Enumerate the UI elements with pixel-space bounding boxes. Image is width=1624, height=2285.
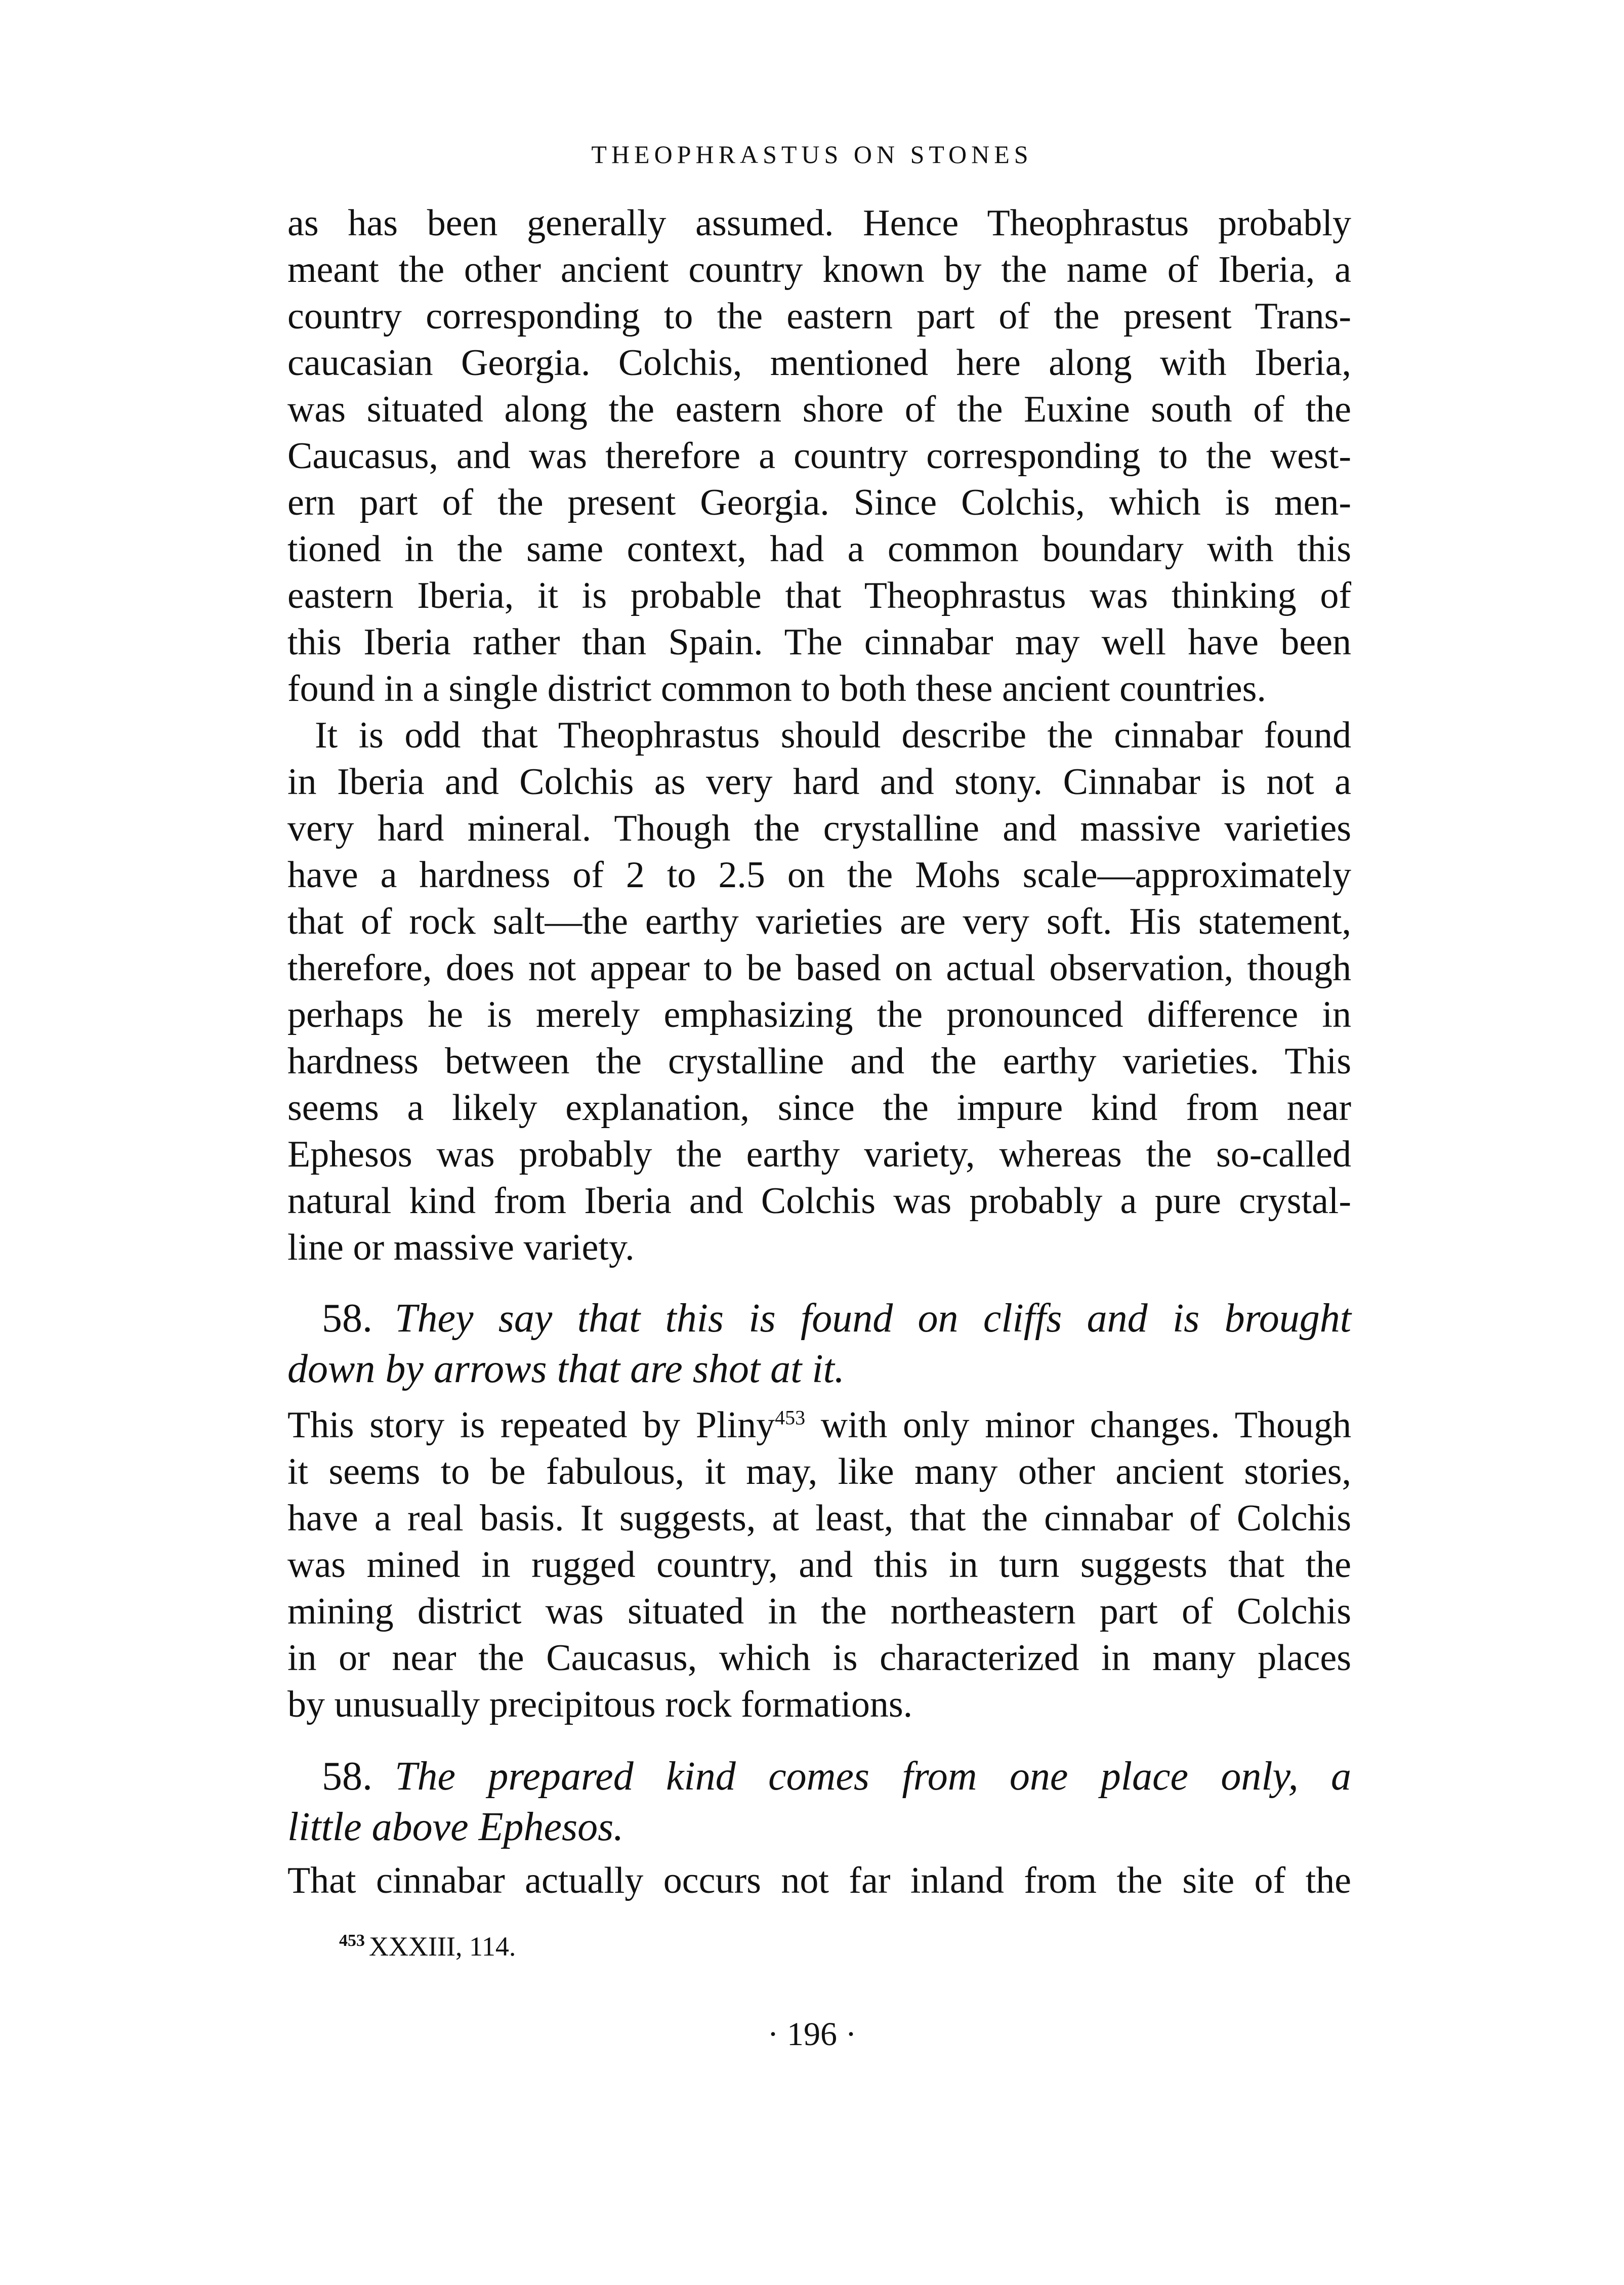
text-line: this Iberia rather than Spain. The cinnabar may well have been <box>287 621 1351 663</box>
text-line: It is odd that Theophrastus should describe the cinnabar found <box>315 715 1351 756</box>
text-line: country corresponding to the eastern part of the present Trans- <box>287 296 1351 337</box>
text-line: have a real basis. It suggests, at least, that the cinnabar of Colchis <box>287 1498 1351 1539</box>
text-line: caucasian Georgia. Colchis, mentioned here along with Iberia, <box>287 342 1351 384</box>
text-line: That cinnabar actually occurs not far inland from the site of the <box>287 1860 1351 1901</box>
paragraph <box>287 1857 1351 1904</box>
text-line: mining district was situated in the northeastern part of Colchis <box>287 1591 1351 1632</box>
lemma-text: The prepared kind comes from one place only, a <box>395 1754 1351 1799</box>
text-line: found in a single district common to both these ancient countries. <box>287 668 1266 710</box>
text-line: ern part of the present Georgia. Since Colchis, which is men- <box>287 482 1351 523</box>
paragraph <box>287 712 1351 1271</box>
text-line: in Iberia and Colchis as very hard and stony. Cinnabar is not a <box>287 761 1351 803</box>
lemma-heading <box>287 1293 1351 1394</box>
section-number: 58. <box>322 1296 372 1341</box>
text-line: was situated along the eastern shore of the Euxine south of the <box>287 389 1351 430</box>
text-line: Ephesos was probably the earthy variety, whereas the so-called <box>287 1134 1351 1175</box>
paragraph <box>287 1402 1351 1728</box>
text-line: by unusually precipitous rock formations. <box>287 1684 913 1725</box>
text-line: have a hardness of 2 to 2.5 on the Mohs scale—approximately <box>287 854 1351 896</box>
text-line: Caucasus, and was therefore a country corresponding to the west- <box>287 435 1351 477</box>
text-fragment: with only minor changes. Though <box>805 1404 1351 1446</box>
text-line <box>287 1402 1351 1448</box>
text-line: perhaps he is merely emphasizing the pronounced difference in <box>287 994 1351 1035</box>
footnote-number: 453 <box>339 1931 365 1950</box>
text-line: it seems to be fabulous, it may, like many other ancient stories, <box>287 1451 1351 1492</box>
footnote-reference: 453 <box>775 1406 806 1429</box>
lemma-text: They say that this is found on cliffs and is brought <box>395 1296 1351 1341</box>
page-number: · 196 · <box>767 2016 857 2053</box>
text-line: meant the other ancient country known by the name of Iberia, a <box>287 249 1351 290</box>
text-line: was mined in rugged country, and this in turn suggests that the <box>287 1544 1351 1586</box>
running-head: THEOPHRASTUS ON STONES <box>591 140 1033 169</box>
footnote-text: XXXIII, 114. <box>369 1931 516 1962</box>
text-line: seems a likely explanation, since the impure kind from near <box>287 1087 1351 1129</box>
paragraph-continued <box>287 200 1351 712</box>
text-line: very hard mineral. Though the crystalline and massive varieties <box>287 808 1351 849</box>
text-line: eastern Iberia, it is probable that Theophrastus was thinking of <box>287 575 1351 616</box>
text-line: in or near the Caucasus, which is characterized in many places <box>287 1637 1351 1679</box>
section-number: 58. <box>322 1754 372 1799</box>
lemma-text: down by arrows that are shot at it. <box>287 1347 845 1391</box>
lemma-text: little above Ephesos. <box>287 1805 624 1849</box>
text-line: as has been generally assumed. Hence Theophrastus probably <box>287 202 1351 244</box>
text-line: tioned in the same context, had a common boundary with this <box>287 528 1351 570</box>
lemma-heading <box>287 1751 1351 1852</box>
text-fragment: This story is repeated by Pliny <box>287 1404 775 1446</box>
footnote <box>339 1923 516 1964</box>
text-line: natural kind from Iberia and Colchis was probably a pure crystal- <box>287 1180 1351 1222</box>
text-line: line or massive variety. <box>287 1227 635 1268</box>
text-line: hardness between the crystalline and the earthy varieties. This <box>287 1041 1351 1082</box>
text-line: therefore, does not appear to be based on actual observation, though <box>287 947 1351 989</box>
text-line: that of rock salt—the earthy varieties are very soft. His statement, <box>287 901 1351 942</box>
